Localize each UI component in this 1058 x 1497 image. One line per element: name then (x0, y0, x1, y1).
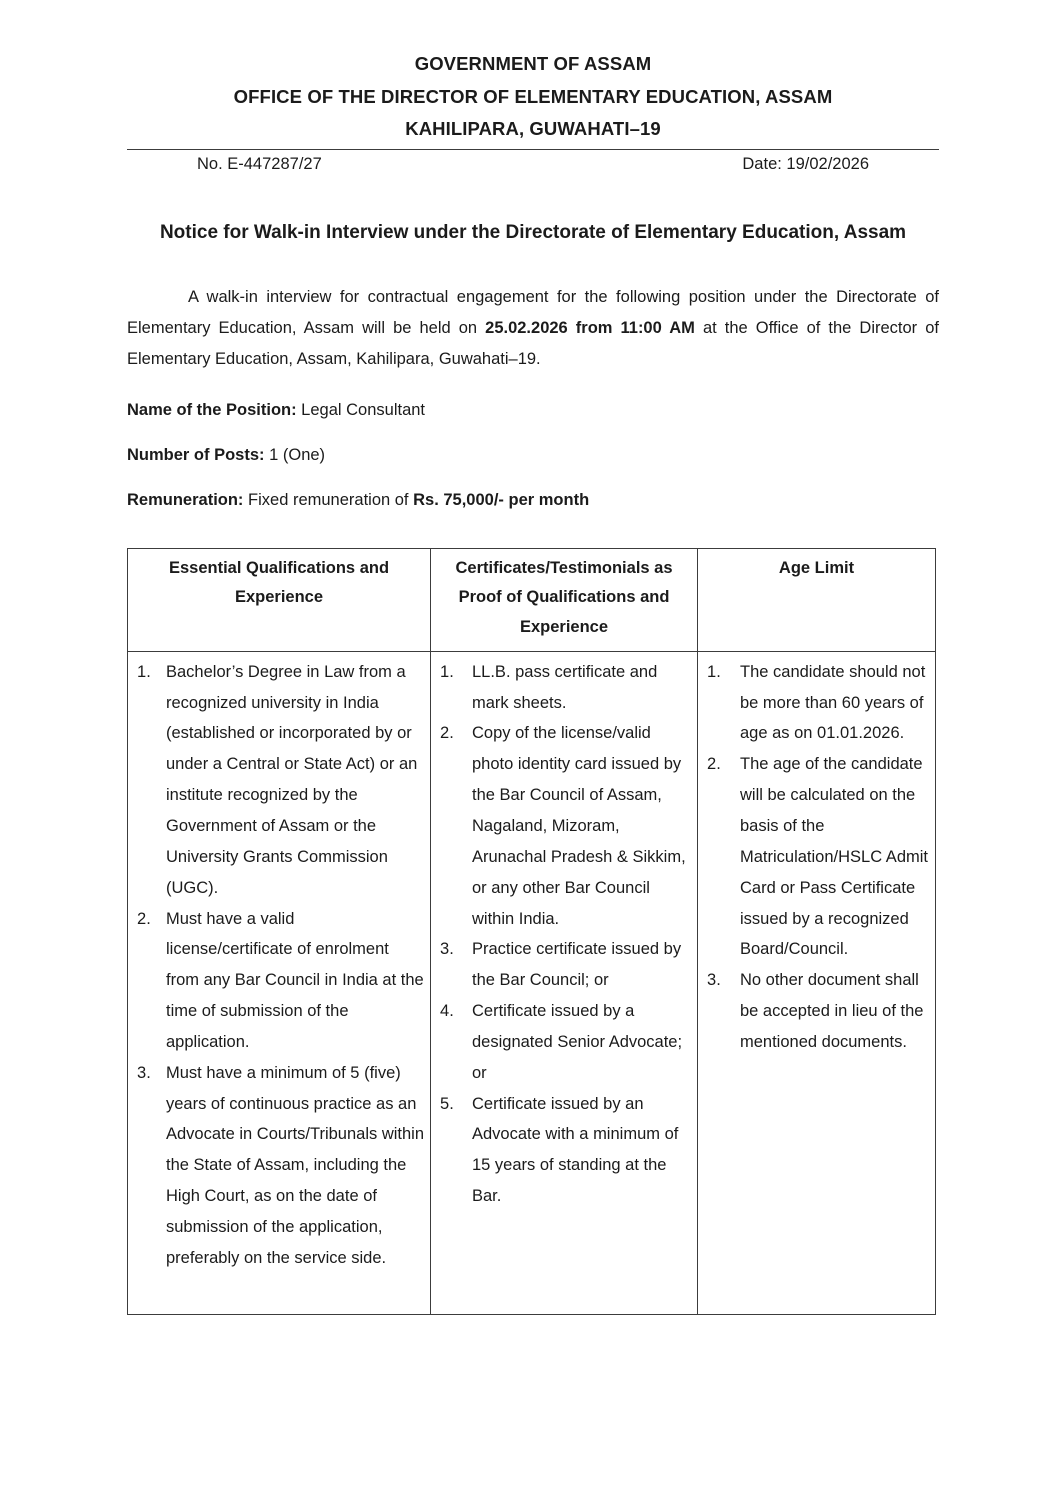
notice-title: Notice for Walk-in Interview under the Directorate of Elementary Education, Assam (159, 221, 907, 243)
list-item: Must have a minimum of 5 (five) years of continuous practice as an Advocate in Courts/Tribunals within the State of Assam, including the High Court, as on the date of submission of the application, preferably on the service side. (166, 1063, 425, 1267)
qualifications-list (136, 657, 424, 1274)
list-item: Must have a valid license/certificate of enrolment from any Bar Council in India at the time of submission of the application. (166, 909, 424, 1051)
cell-age-limit (698, 651, 936, 1314)
field-remuneration-text: Fixed remuneration of (243, 490, 414, 509)
list-item: Certificate issued by a designated Senior Advocate; or (472, 1002, 683, 1082)
list-item: Practice certificate issued by the Bar Council; or (472, 940, 682, 990)
reference-number: No. E-447287/27 (197, 154, 322, 173)
list-item: Copy of the license/valid photo identity card issued by the Bar Council of Assam, Nagaland, Mizoram, Arunachal Pradesh & Sikkim, or any other Bar Council within India. (472, 724, 686, 928)
field-position (127, 401, 939, 420)
field-position-label: Name of the Position: (127, 400, 297, 419)
header-qualifications: Essential Qualifications and Experience (128, 548, 431, 651)
field-position-value: Legal Consultant (296, 400, 426, 419)
reference-row (127, 150, 939, 174)
header-age-limit: Age Limit (698, 548, 936, 651)
remuneration-amount: Rs. 75,000/- per month (413, 490, 590, 509)
field-remuneration-label: Remuneration: (127, 490, 244, 509)
qualifications-table (127, 548, 936, 1315)
government-name: GOVERNMENT OF ASSAM (414, 53, 652, 74)
list-item: Certificate issued by an Advocate with a minimum of 15 years of standing at the Bar. (472, 1094, 679, 1206)
office-address: KAHILIPARA, GUWAHATI–19 (405, 118, 661, 140)
interview-datetime: 25.02.2026 from 11:00 AM (485, 318, 695, 337)
age-limit-list (706, 657, 929, 1058)
intro-paragraph (127, 282, 939, 375)
list-item: The age of the candidate will be calculated on the basis of the Matriculation/HSLC Admit Card or Pass Certificate issued by a recognized Board/Council. (740, 755, 928, 959)
cell-qualifications (128, 651, 431, 1314)
list-item: Bachelor’s Degree in Law from a recognized university in India (established or incorporated by or under a Central or State Act) or an institute recognized by the Government of Assam or the University Grants Commission (UGC). (166, 662, 418, 897)
office-name: OFFICE OF THE DIRECTOR OF ELEMENTARY EDUCATION, ASSAM (233, 85, 833, 107)
list-item: No other document shall be accepted in lieu of the mentioned documents. (740, 971, 924, 1051)
intro-text-end: at the Office of the Director of Elementary Education, Assam, Kahilipara, Guwahati–19. (127, 318, 939, 368)
field-posts-label: Number of Posts: (127, 445, 265, 464)
field-remuneration (127, 491, 939, 510)
document-content (127, 48, 939, 1315)
intro-text-start: A walk-in interview for contractual engagement for the following position under the Directorate of Elementary Education, Assam will be held on (127, 287, 939, 337)
table-header-row (128, 548, 936, 651)
table-body-row (128, 651, 936, 1314)
cell-certificates (431, 651, 698, 1314)
notice-date: Date: 19/02/2026 (742, 154, 869, 173)
header-certificates: Certificates/Testimonials as Proof of Qualifications and Experience (431, 548, 698, 651)
list-item: The candidate should not be more than 60 years of age as on 01.01.2026. (740, 662, 926, 743)
letterhead (127, 48, 939, 146)
certificates-list (439, 657, 691, 1212)
list-item: LL.B. pass certificate and mark sheets. (472, 662, 658, 712)
field-posts-value: 1 (One) (264, 445, 326, 464)
field-posts (127, 446, 939, 465)
